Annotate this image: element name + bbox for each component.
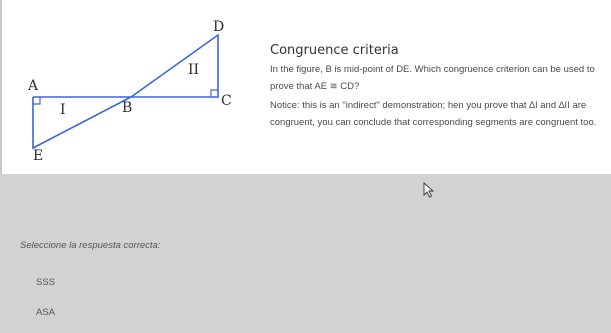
geometry-figure <box>8 20 258 174</box>
mouse-pointer-icon <box>423 182 435 198</box>
right-angle-marker-a <box>33 97 40 104</box>
answer-option-sss[interactable]: SSS <box>36 277 56 288</box>
answer-option-asa[interactable]: ASA <box>36 307 56 318</box>
label-c: C <box>221 93 232 109</box>
label-b: B <box>122 100 133 116</box>
label-d: D <box>213 20 225 35</box>
label-e: E <box>33 148 44 164</box>
left-divider <box>0 0 2 174</box>
question-text: In the figure, B is mid-point of DE. Which congruence criterion can be used to prove that AE ≅ CD? <box>270 64 595 92</box>
triangle-i-outline <box>33 97 131 148</box>
label-a: A <box>28 78 39 94</box>
answer-prompt: Seleccione la respuesta correcta: <box>20 240 161 251</box>
notice-text: Notice: this is an "indirect" demonstration; hen you prove that ∆I and ∆II are congruent, you can conclude that corresponding segments are congruent too. <box>270 100 597 128</box>
question-title: Congruence criteria <box>270 43 399 58</box>
right-angle-marker-c <box>211 90 218 97</box>
triangle-ii-outline <box>131 35 218 97</box>
label-i: I <box>60 102 66 118</box>
label-ii: II <box>188 62 200 78</box>
